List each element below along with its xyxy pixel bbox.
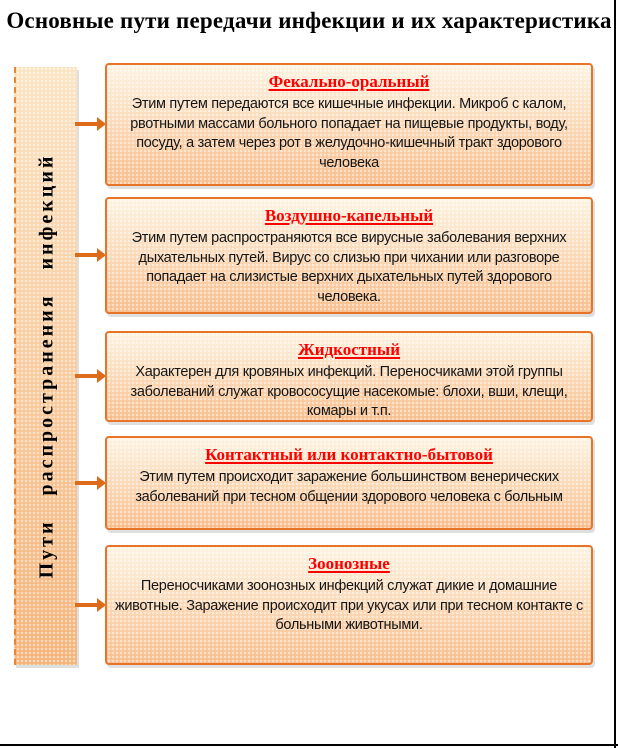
arrow-right-icon bbox=[75, 248, 106, 262]
arrow-right-icon bbox=[75, 369, 106, 383]
arrow-shaft bbox=[75, 374, 98, 378]
arrow-right-icon bbox=[75, 476, 106, 490]
route-heading: Контактный или контактно-бытовой bbox=[205, 445, 493, 464]
arrow-shaft bbox=[75, 481, 98, 485]
routes-sidebar-bar bbox=[14, 67, 77, 665]
route-description: Характерен для кровяных инфекций. Переносчиками этой группы заболеваний служат кровососущие насекомые: блохи, вши, клещи, комары и т.п. bbox=[130, 364, 568, 419]
arrow-shaft bbox=[75, 603, 98, 607]
route-description: Этим путем происходит заражение большинством венерических заболеваний при тесном общении здорового человека с больным bbox=[135, 469, 563, 505]
route-description: Переносчиками зоонозных инфекций служат дикие и домашние животные. Заражение происходит при укусах или при тесном контакте с больными животными. bbox=[114, 578, 583, 633]
route-heading: Фекально-оральный bbox=[268, 72, 430, 91]
route-description: Этим путем передаются все кишечные инфекции. Микроб с калом, рвотными массами больного попадает на пищевые продукты, воду, посуду, а затем через рот в желудочно-кишечный тракт здорового человека bbox=[130, 96, 568, 171]
routes-sidebar-label: Пути распространения инфекций bbox=[35, 153, 57, 579]
arrow-right-icon bbox=[75, 598, 106, 612]
route-box-liquid bbox=[105, 331, 593, 422]
route-description: Этим путем распространяются все вирусные заболевания верхних дыхательных путей. Вирус со слизью при чихании или разговоре попадает на слизистые верхних дыхательных путей здорового человека. bbox=[131, 230, 567, 305]
page-border-right bbox=[614, 0, 616, 748]
route-heading: Жидкостный bbox=[297, 340, 401, 359]
arrow-right-icon bbox=[75, 117, 106, 131]
page-title: Основные пути передачи инфекции и их характеристика bbox=[6, 8, 612, 33]
route-box-contact bbox=[105, 436, 593, 530]
route-box-airborne bbox=[105, 197, 593, 314]
route-heading: Зоонозные bbox=[308, 554, 390, 573]
route-box-fecal-oral bbox=[105, 63, 593, 186]
page-border-bottom bbox=[0, 744, 618, 746]
route-box-zoonotic bbox=[105, 545, 593, 665]
arrow-shaft bbox=[75, 122, 98, 126]
route-heading: Воздушно-капельный bbox=[264, 206, 434, 225]
arrow-shaft bbox=[75, 253, 98, 257]
